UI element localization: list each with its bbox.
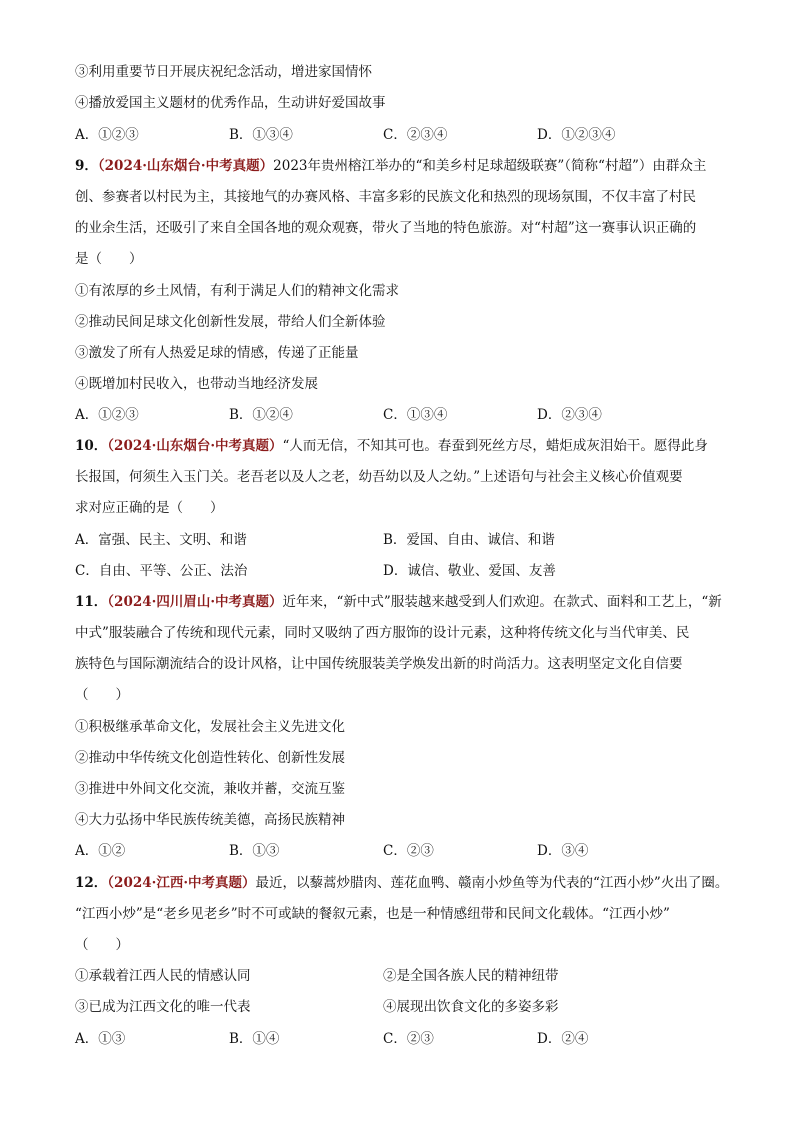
option-b: B．①④	[229, 1031, 280, 1047]
stem-text: 近年来，“新中式”服装越来越受到人们欢迎。在款式、面料和工艺上，“新	[282, 594, 722, 610]
statement-line: ①有浓厚的乡土风情，有利于满足人们的精神文化需求	[75, 283, 399, 299]
option-c: C．②③	[383, 843, 434, 859]
statement-line: ③激发了所有人热爱足球的情感，传递了正能量	[75, 345, 359, 361]
options-row	[75, 1029, 725, 1049]
option-c: C．自由、平等、公正、法治	[75, 563, 248, 579]
question-stem	[75, 592, 722, 612]
statement-line: ②推动民间足球文化创新性发展，带给人们全新体验	[75, 314, 386, 330]
statement-line: ①积极继承革命文化，发展社会主义先进文化	[75, 719, 345, 735]
question-number: 11．	[75, 594, 108, 610]
stem-line: 的业余生活，还吸引了来自全国各地的观众观赛，带火了当地的特色旅游。对“村超”这一赛事认识正确的	[75, 220, 697, 236]
statement-line: ④播放爱国主义题材的优秀作品，生动讲好爱国故事	[75, 95, 386, 111]
options-row	[75, 405, 725, 425]
option-a: A．富强、民主、文明、和谐	[75, 532, 247, 548]
option-a: A．①②③	[75, 127, 139, 143]
question-number: 9．	[75, 158, 98, 174]
statement-1: ①承载着江西人民的情感认同	[75, 968, 251, 984]
statements-row	[75, 966, 725, 986]
option-d: D．②④	[537, 1031, 589, 1047]
option-d: D．③④	[537, 843, 589, 859]
options-row	[75, 530, 725, 550]
statement-line: ③利用重要节日开展庆祝纪念活动，增进家国情怀	[75, 64, 372, 80]
option-b: B．①②④	[229, 407, 293, 423]
option-a: A．①②③	[75, 407, 139, 423]
question-source: （2024·山东烟台·中考真题）	[97, 158, 274, 174]
option-a: A．①③	[75, 1031, 126, 1047]
option-c: C．②③④	[383, 127, 448, 143]
stem-line: （ ）	[75, 687, 129, 703]
statement-line: ④大力弘扬中华民族传统美德，高扬民族精神	[75, 812, 345, 828]
options-row	[75, 125, 725, 145]
question-number: 12．	[75, 875, 108, 891]
statement-line: ②推动中华传统文化创造性转化、创新性发展	[75, 750, 345, 766]
option-a: A．①②	[75, 843, 126, 859]
stem-line: 是（ ）	[75, 251, 143, 267]
option-c: C．②③	[383, 1031, 434, 1047]
statement-3: ③已成为江西文化的唯一代表	[75, 999, 251, 1015]
option-d: D．诚信、敬业、爱国、友善	[383, 563, 556, 579]
stem-line: 族特色与国际潮流结合的设计风格，让中国传统服装美学焕发出新的时尚活力。这表明坚定文化自信要	[75, 656, 683, 672]
statement-2: ②是全国各族人民的精神纽带	[383, 968, 559, 984]
question-source: （2024·四川眉山·中考真题）	[107, 594, 283, 610]
option-b: B．爱国、自由、诚信、和谐	[383, 532, 555, 548]
stem-line: 创、参赛者以村民为主，其接地气的办赛风格、丰富多彩的民族文化和热烈的现场氛围，不仅丰富了村民	[75, 189, 696, 205]
option-d: D．②③④	[537, 407, 602, 423]
stem-text: “人而无信，不知其可也。春蚕到死丝方尽，蜡炬成灰泪始干。愿得此身	[282, 438, 708, 454]
option-d: D．①②③④	[537, 127, 616, 143]
question-stem	[75, 873, 728, 893]
stem-line: （ ）	[75, 937, 129, 953]
stem-line: 长报国，何须生入玉门关。老吾老以及人之老，幼吾幼以及人之幼。”上述语句与社会主义核心价值观要	[75, 469, 683, 485]
option-b: B．①③	[229, 843, 280, 859]
statement-line: ③推进中外间文化交流，兼收并蓄，交流互鉴	[75, 781, 345, 797]
option-c: C．①③④	[383, 407, 448, 423]
question-source: （2024·江西·中考真题）	[107, 875, 256, 891]
option-b: B．①③④	[229, 127, 293, 143]
stem-text: 2023年贵州榕江举办的“和美乡村足球超级联赛”（简称“村超”）由群众主	[273, 158, 707, 174]
question-stem	[75, 436, 708, 456]
stem-line: 中式”服装融合了传统和现代元素，同时又吸纳了西方服饰的设计元素，这种将传统文化与当代审美、民	[75, 625, 690, 641]
statement-4: ④展现出饮食文化的多姿多彩	[383, 999, 559, 1015]
stem-text: 最近，以藜蒿炒腊肉、莲花血鸭、赣南小炒鱼等为代表的“江西小炒”火出了圈。	[255, 875, 729, 891]
options-row	[75, 561, 725, 581]
question-stem	[75, 156, 706, 176]
options-row	[75, 841, 725, 861]
stem-line: “江西小炒”是“老乡见老乡”时不可或缺的餐叙元素，也是一种情感纽带和民间文化载体。“江西小炒”	[75, 906, 670, 922]
question-source: （2024·山东烟台·中考真题）	[107, 438, 283, 454]
statement-line: ④既增加村民收入，也带动当地经济发展	[75, 376, 318, 392]
statements-row	[75, 997, 725, 1017]
question-number: 10．	[75, 438, 108, 454]
stem-line: 求对应正确的是（ ）	[75, 500, 224, 516]
